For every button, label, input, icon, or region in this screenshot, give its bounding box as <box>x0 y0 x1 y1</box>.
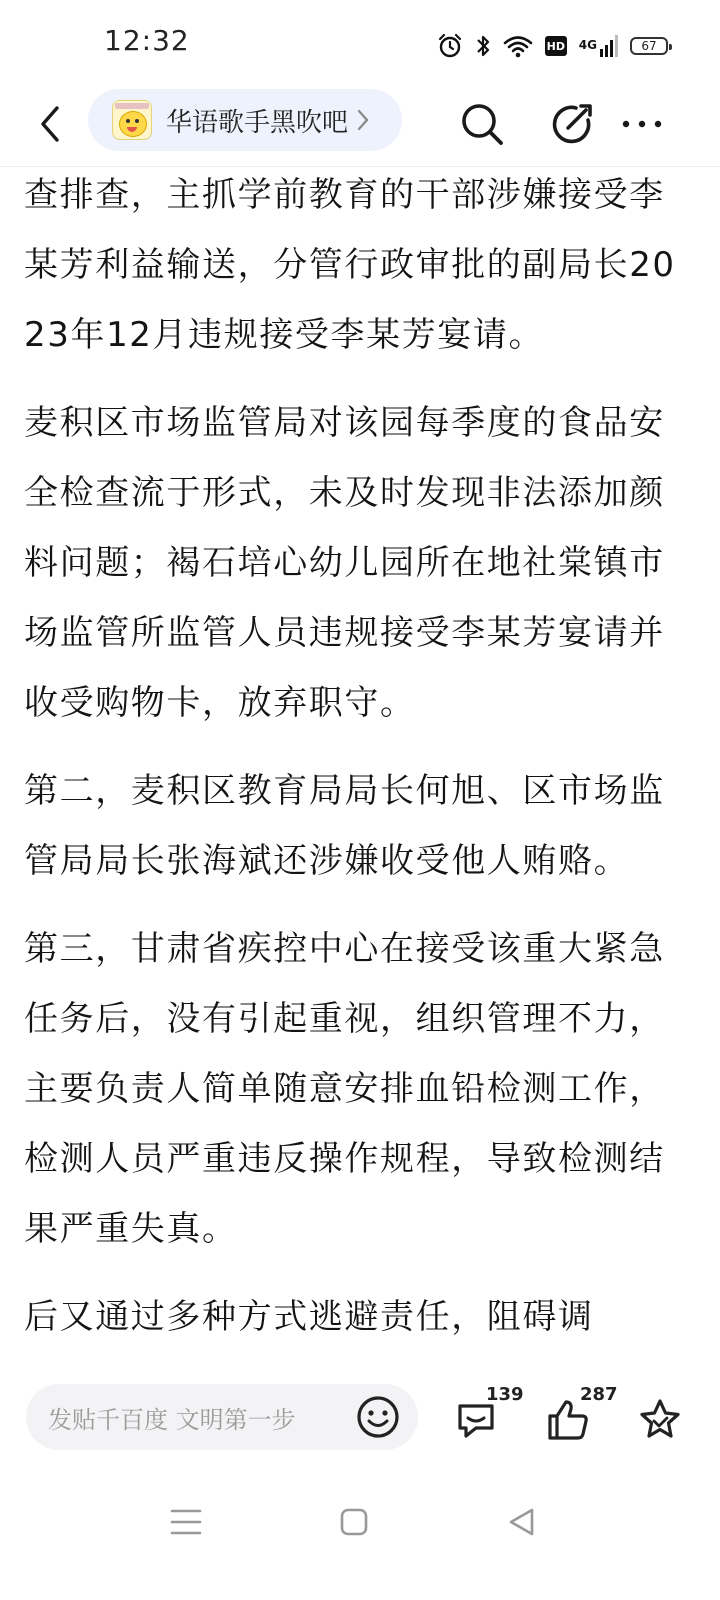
status-time: 12:32 <box>104 24 190 57</box>
alarm-icon <box>437 33 463 59</box>
forum-avatar <box>112 100 152 140</box>
forum-name: 华语歌手黑吹吧 <box>166 107 349 138</box>
home-button[interactable] <box>324 1502 384 1542</box>
status-icons <box>437 28 668 64</box>
paragraph: 第二，麦积区教育局局长何旭、区市场监管局局长张海斌还涉嫌收受他人贿赂。 <box>24 771 665 881</box>
bluetooth-icon <box>475 33 491 59</box>
reply-button[interactable] <box>452 1384 524 1448</box>
search-icon <box>458 100 506 148</box>
paragraph: 麦积区市场监管局对该园每季度的食品安全检查流于形式，未及时发现非法添加颜料问题；褐石培心幼儿园所在地社棠镇市场监管所监管人员违规接受李某芳宴请并收受购物卡，放弃职守。 <box>24 403 665 723</box>
bottom-action-bar <box>0 1366 720 1466</box>
recent-apps-button[interactable] <box>156 1502 216 1542</box>
triangle-back-icon <box>507 1507 537 1537</box>
network-label: 4G <box>578 38 597 52</box>
signal-icon <box>579 35 618 57</box>
search-button[interactable] <box>454 96 510 152</box>
battery-icon: 67 <box>630 37 668 55</box>
forum-pill[interactable] <box>88 89 402 151</box>
wifi-icon <box>503 34 533 58</box>
back-button[interactable] <box>28 98 72 150</box>
menu-icon <box>169 1507 203 1537</box>
emoji-icon <box>355 1394 401 1440</box>
emoji-button[interactable] <box>352 1391 404 1443</box>
chevron-right-icon <box>356 108 370 132</box>
system-back-button[interactable] <box>492 1502 552 1542</box>
like-button[interactable] <box>544 1384 618 1448</box>
edit-button[interactable] <box>544 96 600 152</box>
more-icon <box>618 116 666 132</box>
nav-bar <box>0 90 720 168</box>
edit-icon <box>548 100 596 148</box>
paragraph: 第三，甘肃省疾控中心在接受该重大紧急任务后，没有引起重视，组织管理不力，主要负责人简单随意安排血铅检测工作，检测人员严重违反操作规程，导致检测结果严重失真。 <box>24 929 665 1249</box>
star-icon <box>636 1396 684 1444</box>
status-bar <box>0 0 720 90</box>
reply-count: 139 <box>486 1384 524 1405</box>
paragraph: 后又通过多种方式逃避责任，阻碍调 <box>24 1297 594 1337</box>
more-button[interactable] <box>614 96 670 152</box>
home-icon <box>339 1507 369 1537</box>
back-icon <box>37 104 63 144</box>
post-content <box>24 166 684 1366</box>
favorite-button[interactable] <box>636 1392 684 1448</box>
hd-icon: HD <box>545 36 567 56</box>
comment-input[interactable] <box>26 1384 418 1450</box>
like-count: 287 <box>580 1384 618 1405</box>
comment-placeholder: 发贴千百度 文明第一步 <box>48 1405 296 1434</box>
paragraph: 查排查，主抓学前教育的干部涉嫌接受李某芳利益输送，分管行政审批的副局长2023年12月违规接受李某芳宴请。 <box>24 175 676 355</box>
system-navigation-bar <box>0 1466 720 1600</box>
